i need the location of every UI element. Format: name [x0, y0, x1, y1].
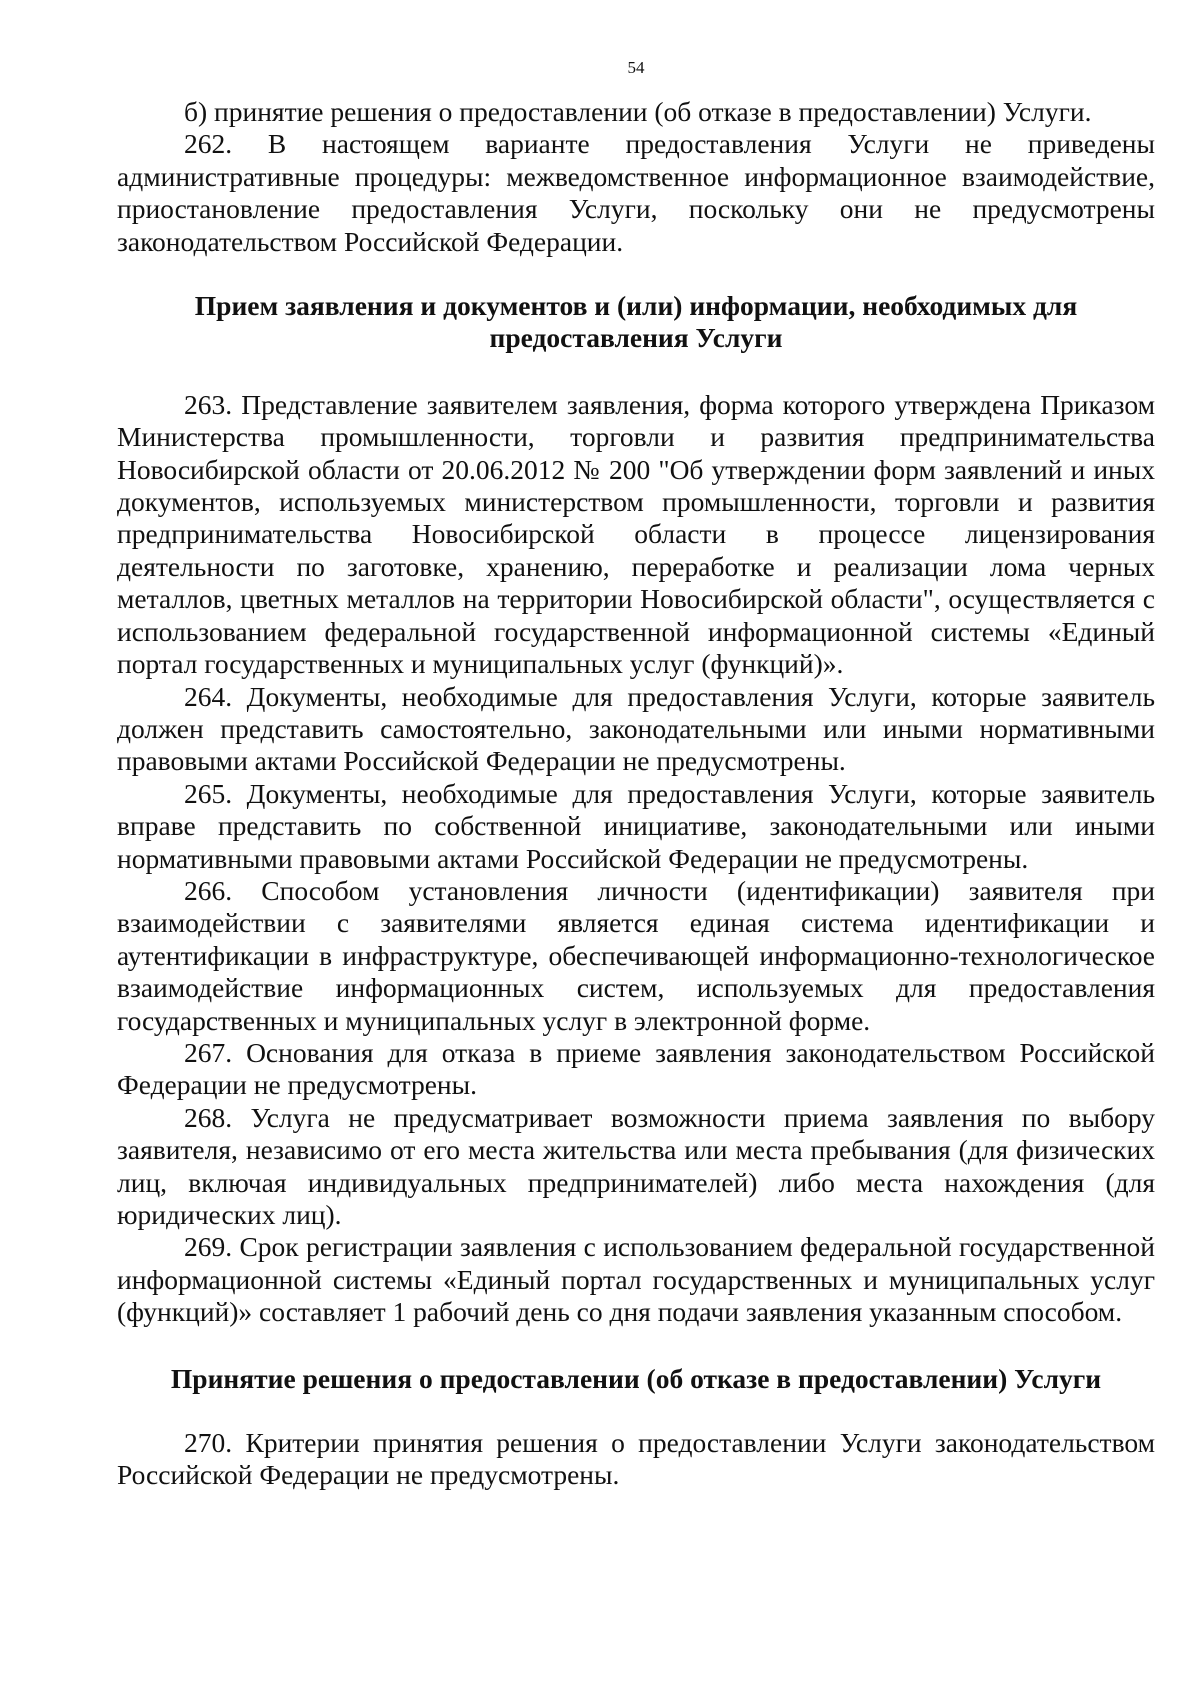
paragraph-269: 269. Срок регистрации заявления с использованием федеральной государственной информационной системы «Единый портал государственных и муниципальных услуг (функций)» составляет 1 рабочий день со дня подачи заявления указанным способом. [117, 1231, 1155, 1328]
paragraph-262: 262. В настоящем варианте предоставления Услуги не приведены административные процедуры: межведомственное информационное взаимодействие, приостановление предоставления Услуги, поскольку они не предусмотрены законодательством Российской Федерации. [117, 128, 1155, 257]
paragraph-264: 264. Документы, необходимые для предоставления Услуги, которые заявитель должен представить самостоятельно, законодательными или иными нормативными правовыми актами Российской Федерации не предусмотрены. [117, 680, 1155, 777]
paragraph-263: 263. Представление заявителем заявления, форма которого утверждена Приказом Министерства промышленности, торговли и развития предпринимательства Новосибирской области от 20.06.2012 № 200 "Об утверждении форм заявлений и иных документов, используемых министерством промышленности, торговли и развития предпринимательства Новосибирской области в процессе лицензирования деятельности по заготовке, хранению, переработке и реализации лома черных металлов, цветных металлов на территории Новосибирской области", осуществляется с использованием федеральной государственной информационной системы «Единый портал государственных и муниципальных услуг (функций)». [117, 388, 1155, 680]
paragraph-268: 268. Услуга не предусматривает возможности приема заявления по выбору заявителя, независимо от его места жительства или места пребывания (для физических лиц, включая индивидуальных предпринимателей) либо места нахождения (для юридических лиц). [117, 1101, 1155, 1230]
paragraph-265: 265. Документы, необходимые для предоставления Услуги, которые заявитель вправе представить по собственной инициативе, законодательными или иными нормативными правовыми актами Российской Федерации не предусмотрены. [117, 777, 1155, 874]
paragraph-266: 266. Способом установления личности (идентификации) заявителя при взаимодействии с заявителями является единая система идентификации и аутентификации в инфраструктуре, обеспечивающей информационно-технологическое взаимодействие информационных систем, используемых для предоставления государственных и муниципальных услуг в электронной форме. [117, 874, 1155, 1036]
section-heading-decision: Принятие решения о предоставлении (об отказе в предоставлении) Услуги [170, 1362, 1102, 1394]
section-heading-application-intake: Прием заявления и документов и (или) информации, необходимых для предоставления Услуги [194, 290, 1078, 354]
document-page [117, 58, 1155, 1492]
page-number: 54 [627, 58, 645, 77]
paragraph-decision-item: б) принятие решения о предоставлении (об отказе в предоставлении) Услуги. [184, 96, 1092, 127]
paragraph-267: 267. Основания для отказа в приеме заявления законодательством Российской Федерации не предусмотрены. [117, 1036, 1155, 1101]
paragraph-270: 270. Критерии принятия решения о предоставлении Услуги законодательством Российской Федерации не предусмотрены. [117, 1427, 1155, 1491]
